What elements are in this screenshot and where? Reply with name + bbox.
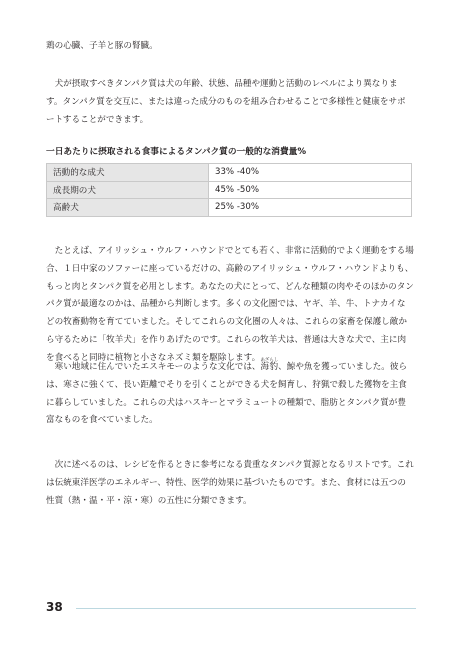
- table-cell-label: 成長期の犬: [47, 181, 209, 199]
- page-number: 38: [46, 600, 63, 614]
- paragraph-wolfhound: たとえば、アイリッシュ・ウルフ・ハウンドでとても若く、非常に活動的でよく運動をする場合、１日中家のソファーに座っているだけの、高齢のアイリッシュ・ウルフ・ハウンドよりも、もっと肉とタンパク質を必用とします。あなたの犬にとって、どんな種類の肉やそのほかのタンパク質が最適なのかは、品種から判断します。多くの文化圏では、ヤギ、羊、牛、トナカイなどの牧畜動物を育てていました。そしてこれらの文化圏の人々は、これらの家畜を保護し敵から守るために「牧羊犬」を作りあげたのです。これらの牧羊犬は、普通は大きな犬で、主に肉を食べると同時に植物と小さなネズミ類を駆除します。: [46, 246, 414, 363]
- eskimo-text-before: 寒い地域に住んでいたエスキモーのような文化では、: [54, 362, 261, 372]
- table-row: [47, 199, 412, 217]
- ruby-base: 海豹: [260, 362, 279, 372]
- paragraph-protein-needs: 犬が摂取すべきタンパク質は犬の年齢、状態、品種や運動と活動のレベルにより異なります。タンパク質を交互に、または違った成分のものを組み合わせることで多様性と健康をサポートすることができます。: [46, 79, 406, 125]
- ruby-reading: あざらし: [260, 358, 279, 363]
- footer-rule: [76, 608, 416, 609]
- table-row: [47, 181, 412, 199]
- furigana-seal: [260, 358, 279, 372]
- paragraph-eskimo: [46, 358, 414, 430]
- paragraph-next-list: 次に述べるのは、レシピを作るときに参考になる貴重なタンパク質源となるリストです。これは伝統東洋医学のエネルギー、特性、医学的効果に基づいたものです。また、食材には五つの性質（熱・温・平・涼・寒）の五性に分類できます。: [46, 460, 414, 506]
- table-cell-label: 活動的な成犬: [47, 164, 209, 182]
- table-cell-label: 高齢犬: [47, 199, 209, 217]
- protein-intake-table: [46, 163, 412, 217]
- table-row: [47, 164, 412, 182]
- table-cell-value: 45% -50%: [209, 181, 412, 199]
- table-cell-value: 33% -40%: [209, 164, 412, 182]
- table-cell-value: 25% -30%: [209, 199, 412, 217]
- eskimo-text-after: 、鯨や魚を獲っていました。彼らは、寒さに強くて、長い距離でそりを引くことができる犬を飼育し、狩猟で殺した獲物を主食に暮らしていました。これらの犬はハスキーとマラミュートの種類で、脂肪とタンパク質が豊富なものを食べていました。: [46, 362, 408, 426]
- table-title: 一日あたりに摂取される食事によるタンパク質の一般的な消費量%: [46, 147, 307, 157]
- intro-line: 鶏の心臓、子羊と豚の腎臓。: [46, 41, 158, 51]
